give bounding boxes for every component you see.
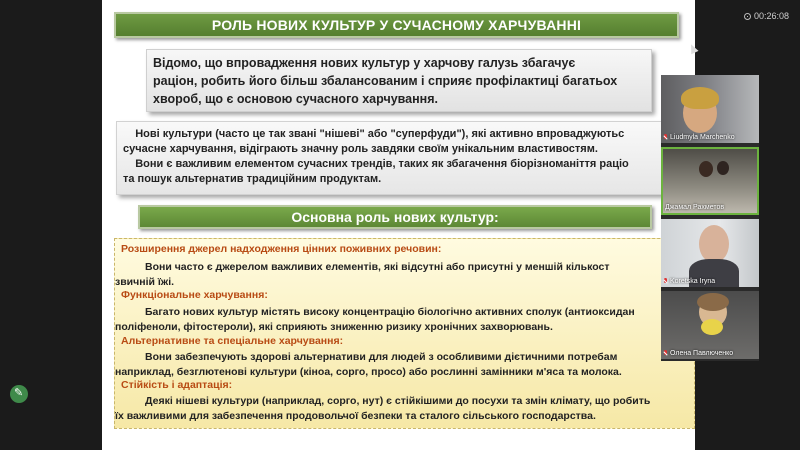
slide-subtitle-bar (138, 205, 652, 229)
intro-text: Відомо, що впровадження нових культур у харчову галузь збагачує раціон, робить його більш збалансованим і сприяє профілактиці багатьох хвороб, що є основою сучасного харчування. (153, 56, 618, 106)
intro-text-box (146, 49, 652, 112)
role-heading: Стійкість і адаптація: (121, 379, 233, 391)
role-heading: Функціональне харчування: (121, 289, 268, 301)
role-heading: Альтернативне та спеціальне харчування: (121, 335, 344, 347)
participants-panel[interactable] (661, 75, 759, 361)
participant-tile[interactable] (661, 291, 759, 359)
hair-shape (697, 293, 729, 311)
mic-muted-icon (663, 350, 668, 357)
participant-name: Koretska Iryna (663, 278, 715, 285)
new-cultures-paragraph-2: Вони є важливим елементом сучасних трендів, таких як збагачення біорізноманіття раціо та пошук альтернатив традиційним продуктам. (123, 158, 629, 185)
mic-muted-icon (663, 278, 668, 285)
participant-video (699, 225, 729, 263)
slide-title-bar (114, 12, 679, 38)
participant-video (699, 161, 713, 177)
role-description: Вони забезпечують здорові альтернативи для людей з особливими дієтичними потребам наприклад, безглютенові культури (кіноа, сорго, просо) або рослинні замінники м'яса та молока. (115, 351, 622, 378)
slide-title: РОЛЬ НОВИХ КУЛЬТУР У СУЧАСНОМУ ХАРЧУВАННІ (211, 17, 582, 33)
recording-indicator (744, 11, 789, 21)
presentation-slide (102, 0, 695, 450)
participant-name: Джамал Рахметов (665, 204, 725, 211)
roles-list-box (114, 238, 695, 429)
flowers-shape (701, 319, 723, 335)
participant-tile-active[interactable] (661, 147, 759, 215)
annotate-pen-icon[interactable] (10, 385, 28, 403)
new-cultures-text-box (116, 121, 695, 195)
role-description: Деякі нішеві культури (наприклад, сорго, нут) є стійкішими до посухи та змін клімату, що робить їх важливими для забезпечення продовольчої безпеки та сталого сільського господарства. (115, 395, 651, 422)
role-heading: Розширення джерел надходження цінних поживних речовин: (121, 243, 442, 255)
recording-time: 00:26:08 (754, 11, 790, 21)
participant-name: Олена Павлюченко (663, 350, 733, 357)
participant-tile[interactable] (661, 219, 759, 287)
role-description: Вони часто є джерелом важливих елементів, які відсутні або присутні у меншій кількост звичній їжі. (115, 261, 610, 288)
mic-muted-icon (663, 134, 668, 141)
participant-name: Liudmyla Marchenko (663, 134, 735, 141)
role-description: Багато нових культур містять високу концентрацію біологічно активних сполук (антиоксидан поліфеноли, фітостероли), які сприяють зниженню ризику хронічних захворювань. (115, 306, 635, 333)
slide-subtitle: Основна роль нових культур: (291, 209, 499, 225)
hair-shape (681, 87, 719, 109)
participant-video (717, 161, 729, 175)
record-icon (744, 13, 751, 20)
participant-tile[interactable] (661, 75, 759, 143)
new-cultures-paragraph-1: Нові культури (часто це так звані "нішеві" або "суперфуди"), які активно впроваджуютьс сучасне харчування, відіграють значну роль завдяки своїм унікальним властивостям. (123, 128, 625, 155)
